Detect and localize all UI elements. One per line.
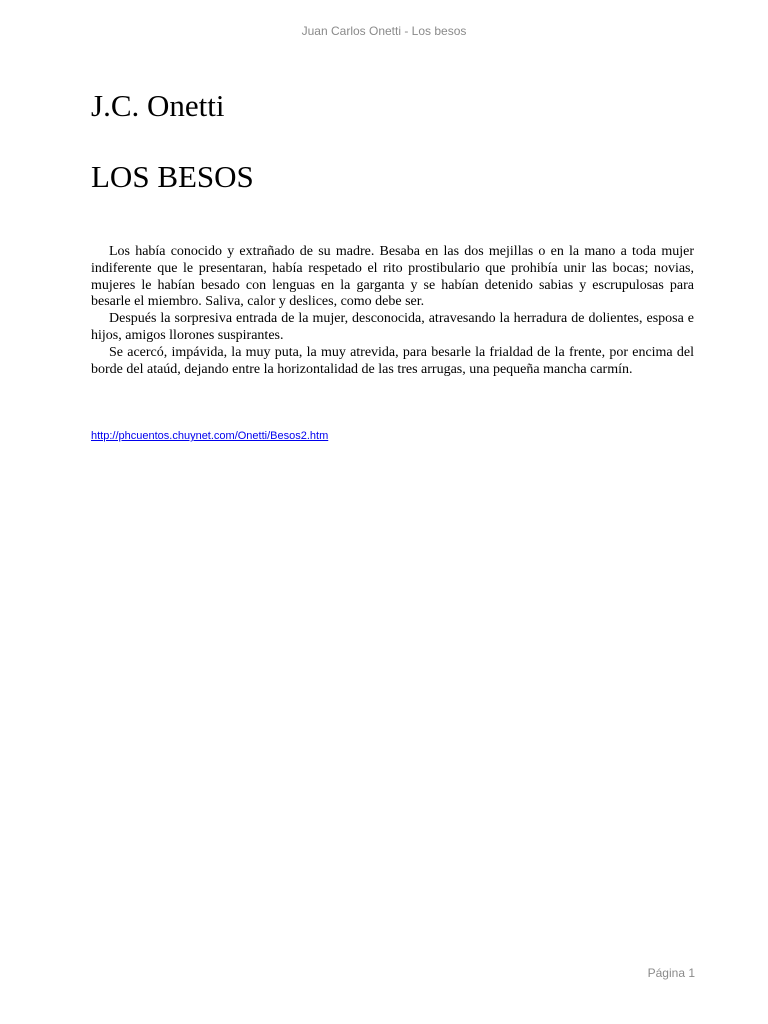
story-body [91,244,694,378]
author-name: J.C. Onetti [91,88,225,123]
source-link[interactable]: http://phcuentos.chuynet.com/Onetti/Besos2.htm [91,430,329,442]
paragraph-2: Después la sorpresiva entrada de la mujer, desconocida, atravesando la herradura de dolientes, esposa e hijos, amigos llorones suspirantes. [91,311,694,343]
page-number: Página 1 [647,966,695,980]
running-header: Juan Carlos Onetti - Los besos [301,24,467,38]
paragraph-3: Se acercó, impávida, la muy puta, la muy atrevida, para besarle la frialdad de la frente, por encima del borde del ataúd, dejando entre la horizontalidad de las tres arrugas, una pequeña mancha carmín. [91,344,694,377]
paragraph-1: Los había conocido y extrañado de su madre. Besaba en las dos mejillas o en la mano a toda mujer indiferente que le presentaran, había respetado el rito prostibulario que prohibía unir las bocas; novias, mujeres le habían besado con lenguas en la garganta y se habían detenido sabias y escrupulosas para besarle el miembro. Saliva, calor y deslices, como debe ser. [91,244,694,310]
story-title: LOS BESOS [91,159,254,194]
